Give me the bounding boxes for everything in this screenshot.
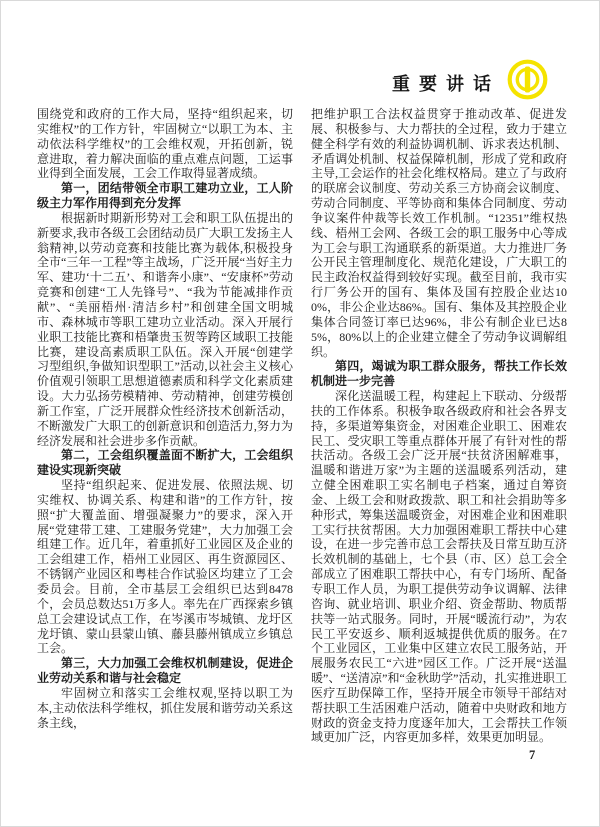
paragraph: 围绕党和政府的工作大局，坚持“组织起来，切实维权”的工作方针，牢固树立“以职工为本、主动依法科学维权”的工会维权观，开拓创新，锐意进取，着力解决面临的重点难点问题，工运事业得到全面发展，工会工作取得显著成绩。 xyxy=(37,107,293,181)
right-column xyxy=(311,107,567,745)
section-heading: 第四，竭诚为职工群众服务，帮扶工作长效机制进一步完善 xyxy=(311,359,567,389)
document-body xyxy=(37,107,567,745)
page-number: 7 xyxy=(529,748,536,762)
paragraph: 牢固树立和落实工会维权观,坚持以职工为本,主动依法科学维权，抓住发展和谐劳动关系这条主线， xyxy=(37,685,293,730)
paragraph: 把维护职工合法权益贯穿于推动改革、促进发展、积极参与、大力帮扶的全过程，致力于建立健全科学有效的利益协调机制、诉求表达机制、矛盾调处机制、权益保障机制，形成了党和政府主导,工会运作的社会化维权格局。建立了与政府的联席会议制度、劳动关系三方协商会议制度、劳动合同制度、平等协商和集体合同制度、劳动争议案件仲裁等长效工作机制。“12351”维权热线、梧州工会网、各级工会的职工服务中心等成为工会与职工沟通联系的新渠道。大力推进厂务公开民主管理制度化、规范化建设，广大职工的民主政治权益得到较好实现。截至目前，我市实行厂务公开的国有、集体及国有控股企业达100%，非公企业达86%。国有、集体及其控股企业集体合同签订率已达96%，非公有制企业已达85%，80%以上的企业建立健全了劳动争议调解组织。 xyxy=(311,107,567,359)
section-heading: 第二，工会组织覆盖面不断扩大，工会组织建设实现新突破 xyxy=(37,448,293,478)
trade-union-logo-icon xyxy=(507,59,548,100)
page-title: 重要讲话 xyxy=(392,74,500,94)
section-heading: 第一，团结带领全市职工建功立业，工人阶级主力军作用得到充分发挥 xyxy=(37,181,293,211)
section-heading: 第三，大力加强工会维权机制建设，促进企业劳动关系和谐与社会稳定 xyxy=(37,656,293,686)
paragraph: 根据新时期新形势对工会和职工队伍提出的新要求,我市各级工会团结动员广大职工发扬主人翁精神,以劳动竞赛和技能比赛为载体,积极投身全市“三年一工程”等主战场，广泛开展“当好主力军、建功‘十二五’、和谐奔小康”、“安康杯”劳动竞赛和创建“工人先锋号”、“我为节能减排作贡献”、“美丽梧州·清洁乡村”和创建全国文明城市、森林城市等职工建功立业活动。深入开展行业职工技能比赛和梧肇贵玉贺等跨区域职工技能比赛，建设高素质职工队伍。深入开展“创建学习型组织,争做知识型职工”活动,以社会主义核心价值观引领职工思想道德素质和科学文化素质建设。大力弘扬劳模精神、劳动精神，创建劳模创新工作室，广泛开展群众性经济技术创新活动，不断激发广大职工的创新意识和创造活力,努力为经济发展和社会进步多作贡献。 xyxy=(37,210,293,448)
paragraph: 坚持“组织起来、促进发展、依照法规、切实维权、协调关系、构建和谐”的工作方针，按照“扩大覆盖面、增强凝聚力”的要求，深入开展“党建带工建、工建服务党建”，大力加强工会组建工作。近几年，着重抓好工业园区及企业的工会组建工作，梧州工业园区、再生资源园区、不锈钢产业园区和粤桂合作试验区均建立了工会委员会。目前，全市基层工会组织已达到8478个，会员总数达51万多人。率先在广西探索乡镇总工会建设试点工作，在岑溪市岑城镇、龙圩区龙圩镇、蒙山县蒙山镇、藤县藤州镇成立乡镇总工会。 xyxy=(37,478,293,656)
left-column xyxy=(37,107,293,745)
page-header xyxy=(0,58,600,104)
paragraph: 深化送温暖工程，构建起上下联动、分级帮扶的工作体系。积极争取各级政府和社会各界支持，多渠道筹集资金，对困难企业职工、困难农民工、受灾职工等重点群体开展了有针对性的帮扶活动。各级工会广泛开展“扶贫济困解难事，温暖和谐进万家”为主题的送温暖系列活动，建立健全困难职工实名制电子档案，通过自筹资金、上级工会和财政拨款、职工和社会捐助等多种形式，筹集送温暖资金，对困难企业和困难职工实行扶贫帮困。大力加强困难职工帮扶中心建设，在进一步完善市总工会帮扶及日常互助互济长效机制的基础上，七个县（市、区）总工会全部成立了困难职工帮扶中心，有专门场所、配备专职工作人员，为职工提供劳动争议调解、法律咨询、就业培训、职业介绍、资金帮助、物质帮扶等一站式服务。同时，开展“暖流行动”，为农民工平安返乡、顺利返城提供优质的服务。在7个工业园区，工业集中区建立农民工服务站，开展服务农民工“六进”园区工作。广泛开展“送温暖”、“送清凉”和“金秋助学”活动，扎实推进职工医疗互助保障工作，坚持开展全市领导干部结对帮扶职工生活困难户活动，随着中央财政和地方财政的资金支持力度逐年加大，工会帮扶工作领域更加广泛，内容更加多样，效果更加明显。 xyxy=(311,389,567,745)
